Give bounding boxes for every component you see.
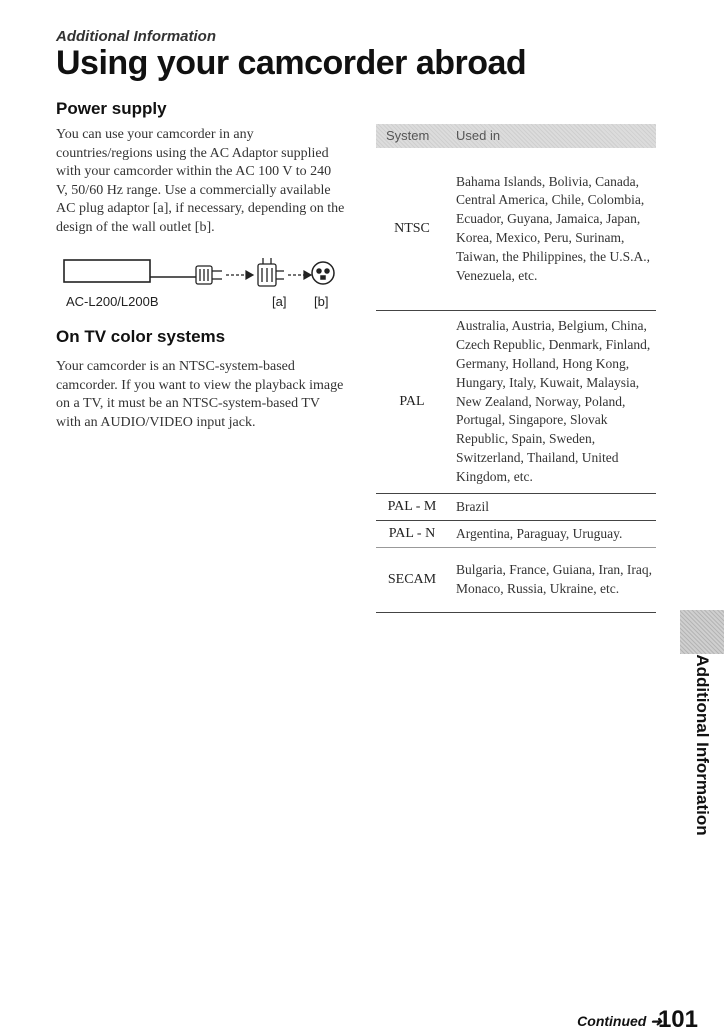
system-cell: NTSC — [394, 221, 430, 236]
tv-color-text: Your camcorder is an NTSC-system-based camcorder. If you want to view the playback image on a TV, it must be an NTSC-system-based TV with an AUDIO/VIDEO input jack. — [56, 359, 344, 430]
tv-color-heading: On TV color systems — [56, 327, 226, 346]
tv-system-table — [376, 124, 656, 613]
system-cell: PAL - M — [387, 499, 437, 514]
wall-outlet-icon — [312, 262, 334, 284]
table-row — [376, 521, 656, 547]
used-in-cell: Bahama Islands, Bolivia, Canada, Central America, Chile, Colombia, Ecuador, Guyana, Jamaica, Japan, Korea, Mexico, Peru, Surinam, Taiwan, the Philippines, the U.S.A., Venezuela, etc. — [456, 173, 651, 283]
arrow-icon — [226, 271, 253, 279]
power-supply-heading: Power supply — [56, 99, 167, 118]
plug-adaptor-icon — [258, 258, 284, 286]
arrow-icon — [288, 271, 311, 279]
used-in-cell: Australia, Austria, Belgium, China, Czech Republic, Denmark, Finland, Germany, Holland, Hong Kong, Hungary, Italy, Kuwait, Malaysia, New Zealand, Norway, Poland, Portugal, Singapore, Slovak Republic, Spain, Sweden, Switzerland, Thailand, United Kingdom, etc. — [456, 318, 651, 484]
table-row — [376, 311, 656, 494]
continued-text: Continued — [577, 1013, 647, 1029]
power-supply-text: You can use your camcorder in any countries/regions using the AC Adaptor supplied with your camcorder within the AC 100 V to 240 V, 50/60 Hz range. Use a commercially available AC plug adaptor [a], if necessary, depending on the design of the wall outlet [b]. — [56, 127, 345, 235]
system-cell: SECAM — [387, 572, 437, 587]
ac-adaptor-icon — [64, 260, 196, 282]
section-label: Additional Information — [56, 28, 216, 45]
continued-label — [577, 1013, 662, 1030]
label-b: [b] — [314, 294, 329, 309]
power-plug-icon — [196, 266, 222, 284]
system-cell: PAL - N — [388, 526, 436, 541]
table-header — [376, 124, 656, 148]
used-in-cell: Brazil — [456, 498, 489, 514]
table-row — [376, 148, 656, 311]
system-cell: PAL — [399, 394, 425, 409]
page-title: Using your camcorder abroad — [56, 44, 527, 82]
label-a: [a] — [272, 294, 287, 309]
table-row — [376, 494, 656, 521]
used-in-cell: Argentina, Paraguay, Uruguay. — [456, 525, 623, 541]
side-tab-marker — [680, 610, 724, 654]
side-tab-label: Additional Information — [693, 654, 712, 836]
table-row — [376, 547, 656, 613]
page-number: 101 — [657, 1006, 698, 1033]
arrow-right-icon: ➜ — [646, 1013, 662, 1029]
column-header-system: System — [386, 128, 430, 143]
used-in-cell: Bulgaria, France, Guiana, Iran, Iraq, Monaco, Russia, Ukraine, etc. — [456, 562, 653, 596]
column-header-used-in: Used in — [456, 128, 501, 143]
adaptor-model-label: AC-L200/L200B — [66, 294, 159, 309]
